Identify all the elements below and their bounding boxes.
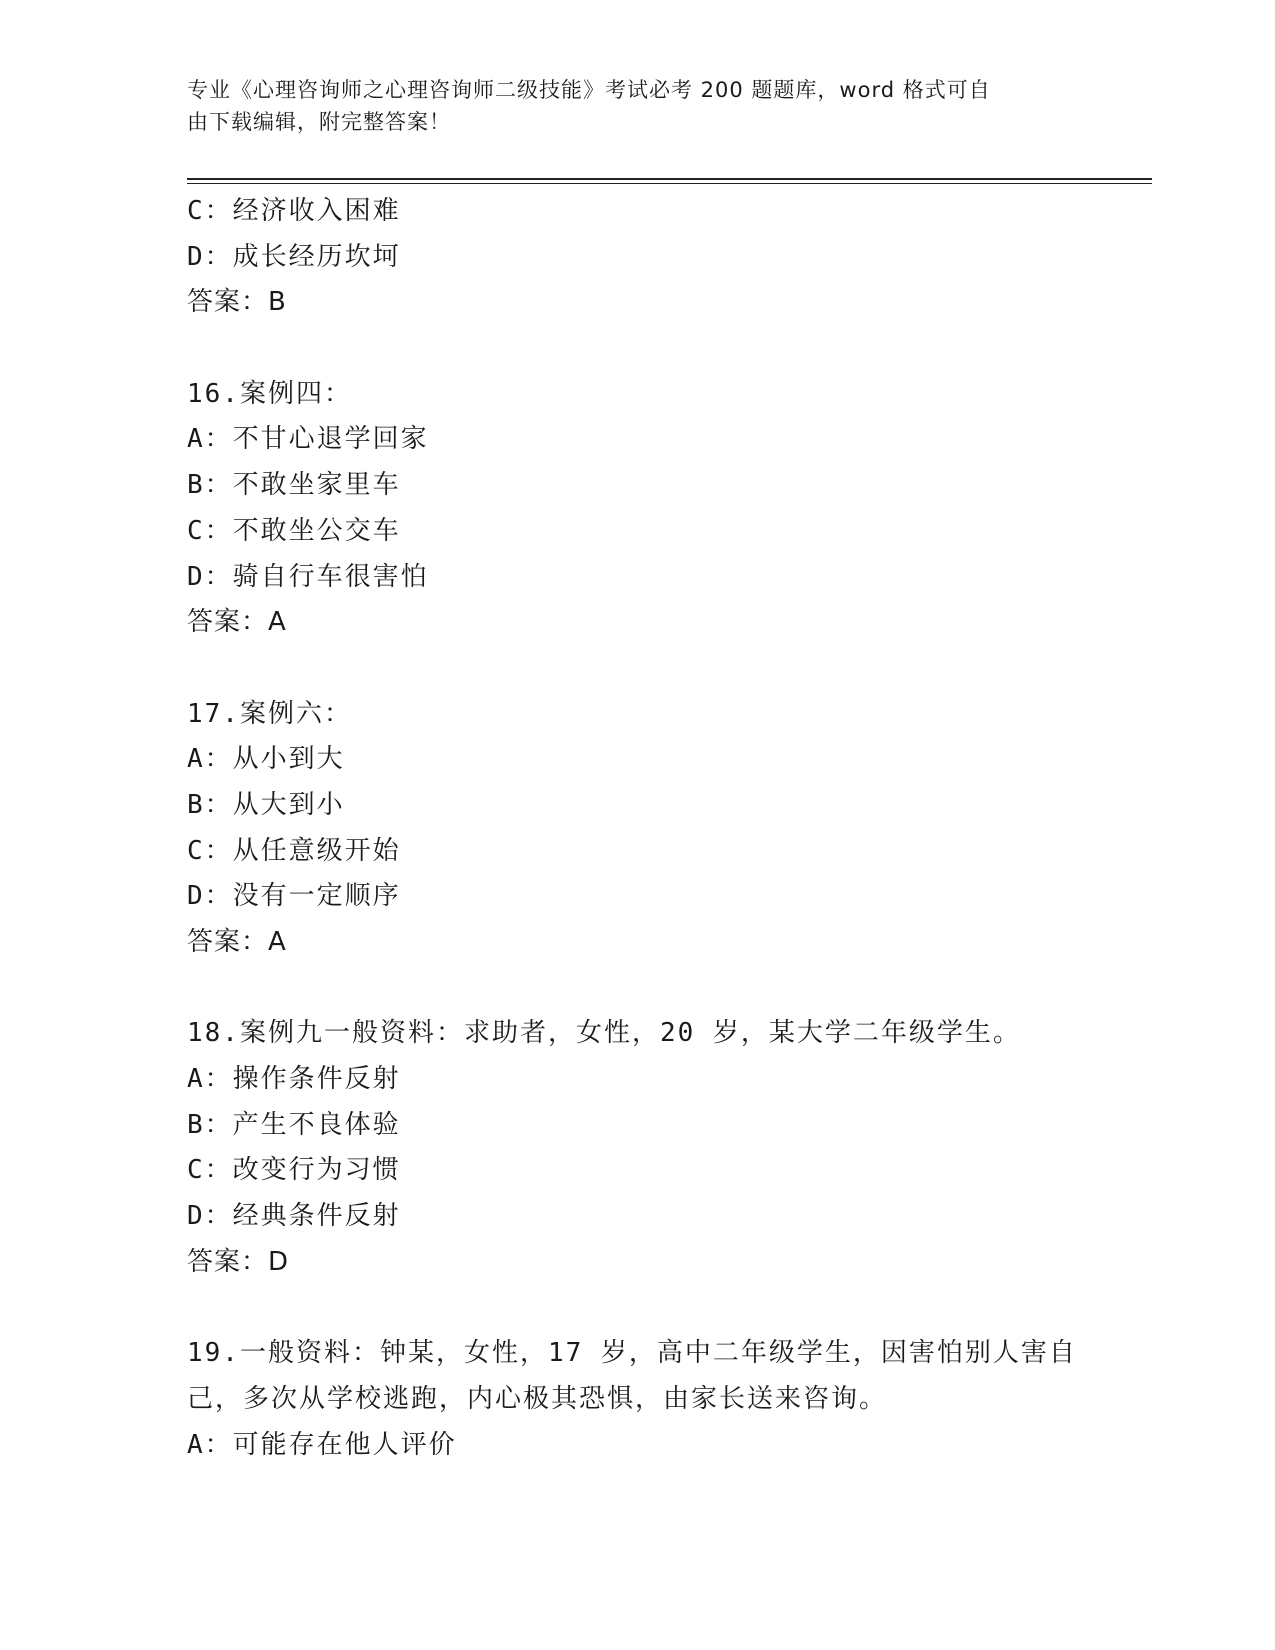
option-d: D：成长经历坎坷 xyxy=(187,241,401,272)
answer: 答案：A xyxy=(187,927,287,957)
question-list xyxy=(187,189,1152,1468)
header-divider-thin xyxy=(187,183,1152,184)
answer: 答案：D xyxy=(187,1246,290,1277)
question-15 xyxy=(187,189,1152,326)
option-c: C：经济收入困难 xyxy=(187,196,401,226)
option-b: B：从大到小 xyxy=(187,789,345,820)
option-d: D：没有一定顺序 xyxy=(187,881,401,912)
option-d: D：经典条件反射 xyxy=(187,1201,401,1232)
option-c: C：从任意级开始 xyxy=(187,835,401,866)
header-line-2: 由下载编辑，附完整答案！ xyxy=(187,110,451,134)
answer: 答案：A xyxy=(187,607,287,638)
option-d: D：骑自行车很害怕 xyxy=(187,561,429,592)
spacer xyxy=(187,646,1152,692)
question-stem: 16.案例四： xyxy=(187,378,352,409)
question-stem: 17.案例六： xyxy=(187,698,352,729)
option-b: B：不敢坐家里车 xyxy=(187,470,401,501)
spacer xyxy=(187,966,1152,1012)
question-stem-line-2: 己，多次从学校逃跑，内心极其恐惧，由家长送来咨询。 xyxy=(187,1383,888,1414)
page-header xyxy=(187,74,1087,138)
question-17 xyxy=(187,692,1152,966)
header-divider-thick xyxy=(187,178,1152,180)
option-a: A：从小到大 xyxy=(187,744,345,775)
option-a: A：可能存在他人评价 xyxy=(187,1429,457,1460)
question-stem: 18.案例九一般资料：求助者，女性，20 岁，某大学二年级学生。 xyxy=(187,1018,1021,1049)
option-a: A：不甘心退学回家 xyxy=(187,424,429,455)
answer: 答案：B xyxy=(187,287,287,318)
question-stem-line-1: 19.一般资料：钟某，女性，17 岁，高中二年级学生，因害怕别人害自 xyxy=(187,1338,1077,1369)
header-line-1: 专业《心理咨询师之心理咨询师二级技能》考试必考 200 题题库，word 格式可自 xyxy=(187,78,991,102)
option-a: A：操作条件反射 xyxy=(187,1064,401,1095)
question-18 xyxy=(187,1011,1152,1285)
option-b: B：产生不良体验 xyxy=(187,1109,401,1140)
option-c: C：不敢坐公交车 xyxy=(187,515,401,546)
question-19 xyxy=(187,1331,1152,1468)
spacer xyxy=(187,326,1152,372)
option-c: C：改变行为习惯 xyxy=(187,1155,401,1186)
spacer xyxy=(187,1286,1152,1332)
question-16 xyxy=(187,372,1152,646)
